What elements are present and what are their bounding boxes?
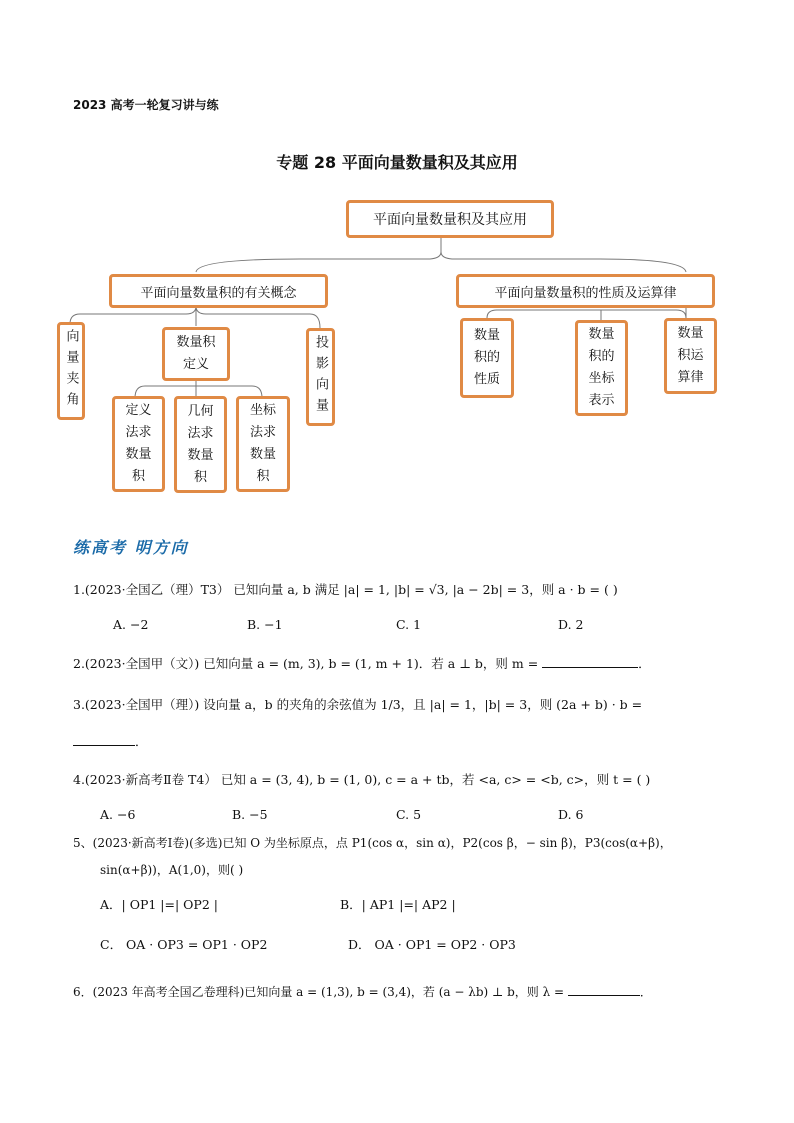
node-operation-laws-text: 数量积运算律: [677, 326, 704, 385]
question-4-option-a: A. −6: [100, 807, 136, 822]
question-6: [73, 983, 652, 1000]
question-1-option-a: A. −2: [113, 617, 149, 632]
question-2-answer-blank[interactable]: [542, 655, 638, 668]
question-5-option-b: B．| AP1 |=| AP2 |: [340, 897, 456, 912]
node-projection: 投影向量: [306, 328, 335, 426]
node-coordinate-form: [575, 320, 628, 416]
mindmap-root: 平面向量数量积及其应用: [346, 200, 554, 238]
question-6-stem: 6．(2023 年高考全国乙卷理科)已知向量 a = (1,3), b = (3,4)，若 (a − λb) ⊥ b，则 λ =: [73, 985, 568, 999]
question-6-answer-blank[interactable]: [568, 983, 640, 996]
node-properties: [460, 318, 514, 398]
question-1-option-c: C. 1: [396, 617, 422, 632]
node-properties-text: 数量积的性质: [473, 328, 500, 387]
question-5-stem-line1: 5、(2023·新高考Ⅰ卷)(多选)已知 O 为坐标原点，点 P1(cos α，sin α)，P2(cos β，− sin β)，P3(cos(α+β)，: [73, 836, 672, 850]
question-3-line2: [73, 732, 148, 750]
node-operation-laws: [664, 318, 717, 394]
node-definition-text: 数量积定义: [176, 335, 216, 372]
question-3-answer-blank[interactable]: [73, 733, 135, 746]
mindmap-right-branch: 平面向量数量积的性质及运算律: [456, 274, 715, 308]
node-angle: 向量夹角: [57, 322, 85, 420]
question-5-option-c: C． OA · OP3 = OP1 · OP2: [100, 937, 268, 952]
page-title: 专题 28 平面向量数量积及其应用: [276, 153, 518, 172]
node-method-geometry: [174, 396, 227, 493]
node-method-definition-text: 定义法求数量积: [125, 403, 152, 484]
question-3-end: ．: [135, 734, 148, 749]
node-method-geometry-text: 几何法求数量积: [187, 403, 214, 485]
question-1-stem: 1.(2023·全国乙（理）T3） 已知向量 a, b 满足 |a| = 1, |b| = √3, |a − 2b| = 3，则 a · b = ( ): [73, 582, 618, 597]
section-heading: 练高考 明方向: [73, 538, 189, 557]
question-5-stem-line2: sin(α+β))，A(1,0)，则( ): [100, 863, 244, 877]
question-4-option-c: C. 5: [396, 807, 422, 822]
question-2-stem: 2.(2023·全国甲（文）) 已知向量 a = (m, 3), b = (1, m + 1)．若 a ⊥ b，则 m =: [73, 656, 543, 671]
question-4-stem: 4.(2023·新高考Ⅱ卷 T4） 已知 a = (3, 4), b = (1, 0), c = a + tb，若 <a, c> = <b, c>，则 t = ( ): [73, 772, 651, 787]
mindmap-left-branch: 平面向量数量积的有关概念: [109, 274, 328, 308]
node-definition: [162, 327, 230, 381]
doc-header: 2023 高考一轮复习讲与练: [73, 98, 219, 112]
question-6-end: ．: [639, 985, 652, 999]
node-coordinate-form-text: 数量积的坐标表示: [588, 327, 615, 408]
question-1-option-d: D. 2: [558, 617, 584, 632]
question-5-option-a: A．| OP1 |=| OP2 |: [100, 897, 218, 912]
question-1-option-b: B. −1: [247, 617, 283, 632]
node-method-coordinate-text: 坐标法求数量积: [249, 403, 276, 484]
question-3-stem: 3.(2023·全国甲（理）) 设向量 a，b 的夹角的余弦值为 1/3，且 |a| = 1，|b| = 3，则 (2a + b) · b =: [73, 697, 643, 712]
question-2-end: ．: [638, 656, 651, 671]
node-method-definition: [112, 396, 165, 492]
question-4-option-b: B. −5: [232, 807, 268, 822]
question-2: [73, 654, 651, 672]
node-method-coordinate: [236, 396, 290, 492]
question-4-option-d: D. 6: [558, 807, 584, 822]
question-5-option-d: D． OA · OP1 = OP2 · OP3: [348, 937, 516, 952]
